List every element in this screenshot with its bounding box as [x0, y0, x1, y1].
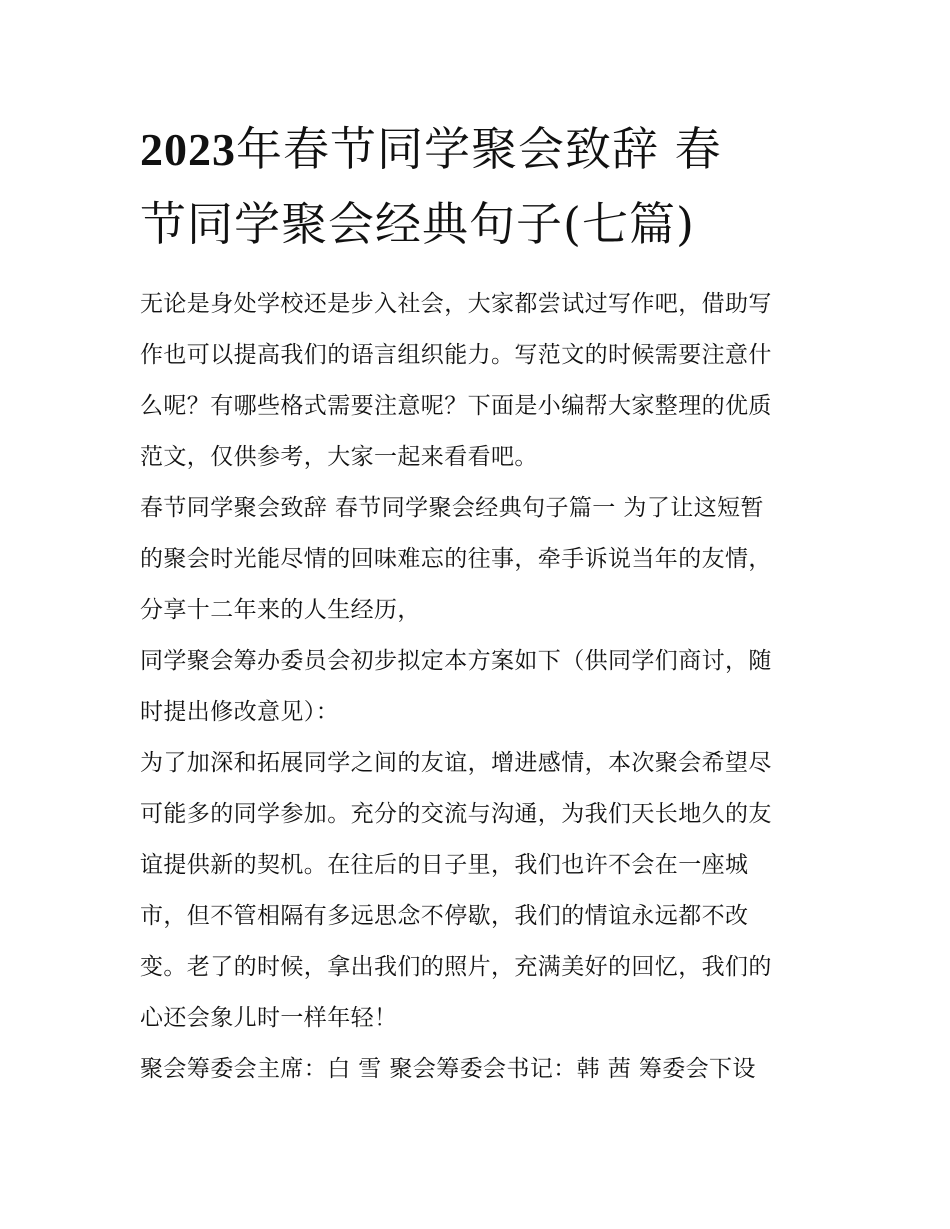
text-line: 时提出修改意见）：	[140, 699, 340, 725]
title-line-1	[140, 112, 820, 187]
document-body	[140, 279, 820, 1095]
title-line-2: 节同学聚会经典句子(七篇)	[140, 197, 695, 251]
document-title	[140, 112, 820, 262]
text-line: 市，但不管相隔有多远思念不停歇，我们的情谊永远都不改	[140, 903, 749, 929]
paragraph-intro	[140, 279, 820, 483]
title-line-1-text: 年春节同学聚会致辞 春	[236, 122, 722, 176]
text-line: 可能多的同学参加。充分的交流与沟通，为我们天长地久的友	[140, 801, 772, 827]
text-line: 范文，仅供参考，大家一起来看看吧。	[140, 444, 538, 470]
text-line: 作也可以提高我们的语言组织能力。写范文的时候需要注意什	[140, 342, 772, 368]
text-line: 心还会象儿时一样年轻！	[140, 1005, 398, 1031]
text-line: 同学聚会筹办委员会初步拟定本方案如下（供同学们商讨，随	[140, 648, 772, 674]
title-year: 2023	[140, 124, 236, 175]
text-line: 无论是身处学校还是步入社会，大家都尝试过写作吧，借助写	[140, 291, 772, 317]
paragraph-section-one	[140, 483, 820, 636]
text-line: 变。老了的时候，拿出我们的照片，充满美好的回忆，我们的	[140, 954, 772, 980]
text-line: 分享十二年来的人生经历，	[140, 597, 421, 623]
text-line: 春节同学聚会致辞 春节同学聚会经典句子篇一 为了让这短暂	[140, 495, 764, 521]
paragraph-committee	[140, 1044, 820, 1095]
text-line: 么呢？有哪些格式需要注意呢？下面是小编帮大家整理的优质	[140, 393, 772, 419]
text-line: 聚会筹委会主席：白 雪 聚会筹委会书记：韩 茜 筹委会下设	[140, 1056, 756, 1082]
text-line: 谊提供新的契机。在往后的日子里，我们也许不会在一座城	[140, 852, 749, 878]
paragraph-purpose	[140, 738, 820, 1044]
text-line: 为了加深和拓展同学之间的友谊，增进感情，本次聚会希望尽	[140, 750, 772, 776]
text-line: 的聚会时光能尽情的回味难忘的往事，牵手诉说当年的友情，	[140, 546, 772, 572]
paragraph-plan	[140, 636, 820, 738]
